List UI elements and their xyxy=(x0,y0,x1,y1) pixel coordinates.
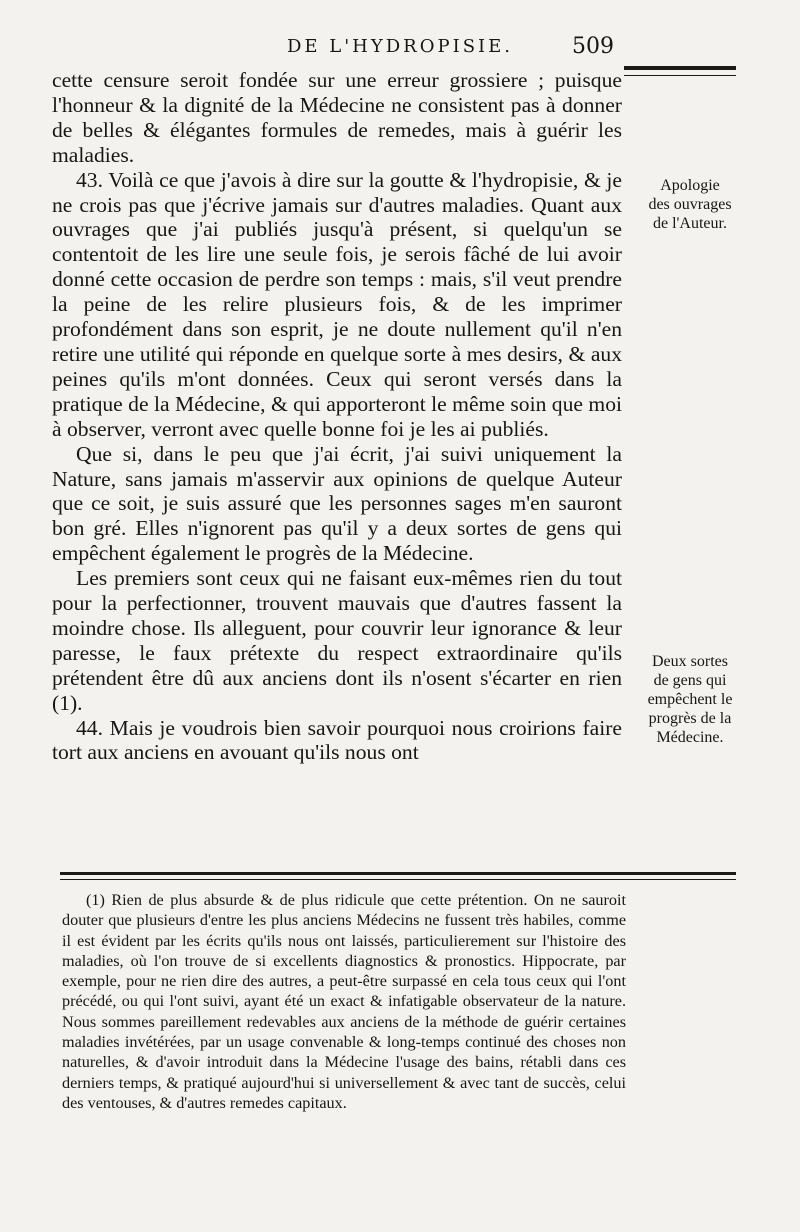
footnote-rule xyxy=(60,872,736,875)
margin-note-line: Deux sortes xyxy=(652,653,728,670)
margin-note-line: de gens qui xyxy=(653,672,727,689)
paragraph-que-si: Que si, dans le peu que j'ai écrit, j'ai suivi uniquement la Nature, sans jamais m'asservir aux opinions de quelque Auteur que ce soit, je suis assuré que les personnes sages m'en sauront bon gré. Elles n'ignorent pas qu'il y a deux sortes de gens qui empêchent également le progrès de la Médecine. xyxy=(52,441,622,566)
margin-note-apologie xyxy=(630,176,750,233)
paragraph-43: 43. Voilà ce que j'avois à dire sur la goutte & l'hydropisie, & je ne crois pas que j'écrive jamais sur d'autres maladies. Quant aux ouvrages que j'ai publiés jusqu'à présent, si quelqu'un se contentoit de les lire une seule fois, je serois fâché de lui avoir donné cette occasion de perdre son temps : mais, s'il veut prendre la peine de les relire plusieurs fois, & de les imprimer profondément dans son esprit, je ne doute nullement qu'il n'en retire une utilité qui réponde en quelque sorte à mes desirs, & aux peines qu'ils m'ont données. Ceux qui seront versés dans la pratique de la Médecine, & qui apporteront le même soin que moi à observer, verront avec quelle bonne foi je les ai publiés. xyxy=(52,167,622,441)
paragraph-continuation: cette censure seroit fondée sur une erreur grossiere ; puisque l'honneur & la dignité de la Médecine ne consistent pas à donner de belles & élégantes formules de remedes, mais à guérir les maladies. xyxy=(52,68,622,167)
paragraph-44: 44. Mais je voudrois bien savoir pourquoi nous croirions faire tort aux anciens en avouant qu'ils nous ont xyxy=(52,715,622,765)
margin-note-line: des ouvrages xyxy=(648,196,732,213)
margin-note-line: Médecine. xyxy=(656,729,724,746)
page-number: 509 xyxy=(572,34,614,59)
running-title: DE L'HYDROPISIE. xyxy=(286,36,514,57)
footnote-rule-thin xyxy=(60,879,736,880)
footnote xyxy=(62,890,626,1113)
margin-note-line: empêchent le xyxy=(647,691,733,708)
header-rule xyxy=(624,66,736,70)
margin-note-line: Apologie xyxy=(660,177,720,194)
margin-note-line: de l'Auteur. xyxy=(653,215,727,232)
footnote-text: (1) Rien de plus absurde & de plus ridicule que cette prétention. On ne sauroit douter que plusieurs d'entre les plus anciens Médecins ne fussent très habiles, comme il est évident par les écrits qu'ils nous ont laissés, particulierement sur l'histoire des maladies, où l'on trouve de si excellents diagnostics & pronostics. Hippocrate, par exemple, pour ne rien dire des autres, a peut-être surpassé en cela tous ceux qui l'ont précédé, ou qui l'ont suivi, ayant été un exact & infatigable observateur de la nature. Nous sommes pareillement redevables aux anciens de la méthode de guérir certaines maladies invétérées, par un usage convenable & long-temps continué des choses non naturelles, & d'avoir introduit dans la Médecine l'usage des bains, rétabli dans ces derniers temps, & pratiqué aujourd'hui si universellement & avec tant de succès, celui des ventouses, & d'autres remedes capitaux. xyxy=(62,891,626,1112)
main-text xyxy=(52,68,622,765)
header-rule-thin xyxy=(624,75,736,76)
paragraph-les-premiers: Les premiers sont ceux qui ne faisant eux-mêmes rien du tout pour la perfectionner, trouvent mauvais que d'autres fassent la moindre chose. Ils alleguent, pour couvrir leur ignorance & leur paresse, le faux prétexte du respect extraordinaire qu'ils prétendent être dû aux anciens dont ils n'osent s'écarter en rien (1). xyxy=(52,566,622,715)
margin-note-line: progrès de la xyxy=(648,710,732,727)
margin-note-deux-sortes xyxy=(630,652,750,747)
